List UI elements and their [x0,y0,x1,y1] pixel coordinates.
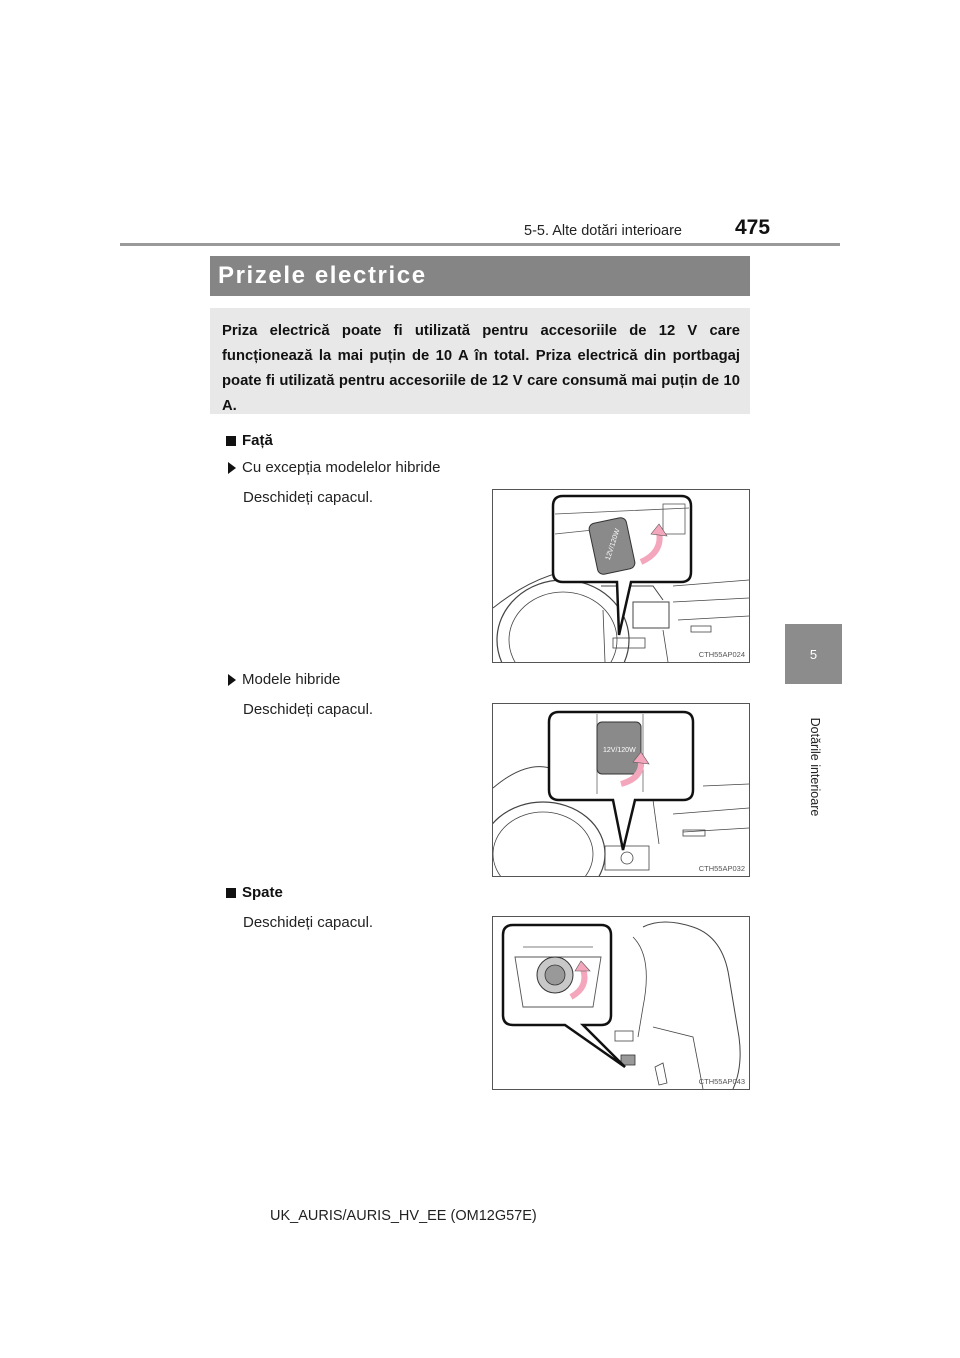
rear-instruction: Deschideți capacul. [243,914,374,931]
running-header-section: 5-5. Alte dotări interioare [524,223,682,239]
figure-code: CTH55AP043 [698,1077,745,1086]
front-heading-text: Față [242,432,273,449]
square-bullet-icon [226,888,236,898]
section-title-bar [210,256,750,296]
section-title: Prizele electrice [218,262,427,289]
chapter-title: Dotările interioare [808,717,822,817]
intro-text: Priza electrică poate fi utilizată pentru accesoriile de 12 V care funcționează la mai puțin de 10 A în total. Priza electrică din portbagaj poate fi utilizată pentru accesoriile de 12 V care consumă mai puțin de 10 A. [222,323,740,414]
hybrid-instruction: Deschideți capacul. [243,701,374,718]
socket-label-text: 12V/120W [604,527,622,562]
non-hybrid-instruction: Deschideți capacul. [243,489,374,506]
page-number: 475 [735,216,771,239]
triangle-bullet-icon [228,674,236,686]
footer-model-code: UK_AURIS/AURIS_HV_EE (OM12G57E) [270,1208,537,1224]
chapter-number: 5 [809,646,818,662]
non-hybrid-item [226,459,440,476]
chapter-tab [785,624,842,684]
hybrid-item [226,671,340,688]
intro-box [210,308,750,414]
figure-code: CTH55AP024 [698,650,745,659]
triangle-bullet-icon [228,462,236,474]
rear-heading-text: Spate [242,884,283,901]
figure-code: CTH55AP032 [698,864,745,873]
figure-front-non-hybrid [492,489,750,663]
rear-heading [226,884,283,901]
square-bullet-icon [226,436,236,446]
header-rule [120,243,840,246]
front-heading [226,432,273,449]
non-hybrid-label: Cu excepția modelelor hibride [242,459,441,476]
socket-label-text-hybrid: 12V/120W [603,747,636,754]
figure-rear [492,916,750,1090]
hybrid-label: Modele hibride [242,671,341,688]
figure-front-hybrid [492,703,750,877]
